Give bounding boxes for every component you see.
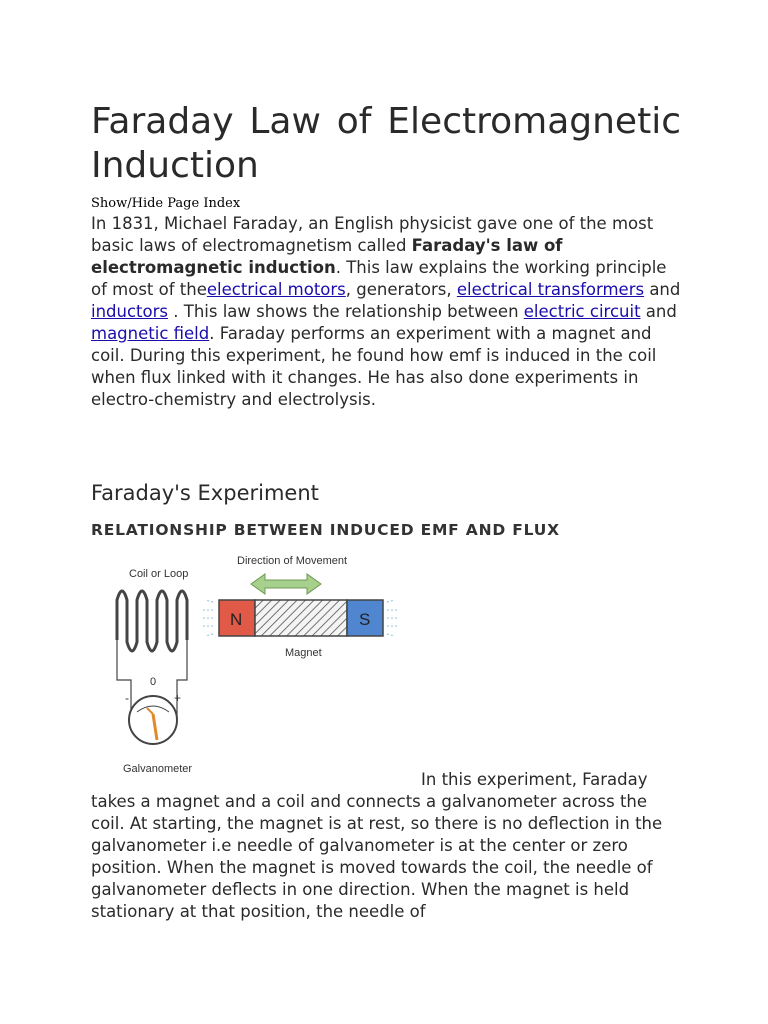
link-magnetic-field[interactable]: magnetic field — [91, 324, 210, 343]
magnet-label: Magnet — [285, 647, 322, 659]
page-index-toggle[interactable]: Show/Hide Page Index — [91, 196, 241, 211]
subheading: RELATIONSHIP BETWEEN INDUCED EMF AND FLUX — [91, 521, 560, 539]
double-arrow-icon — [251, 574, 321, 594]
title-word: of — [336, 101, 372, 142]
intro-paragraph — [91, 213, 681, 411]
circuit-wire — [117, 640, 131, 718]
link-inductors[interactable]: inductors — [91, 302, 168, 321]
movement-label: Direction of Movement — [237, 555, 348, 567]
intro-text: and — [644, 280, 681, 299]
intro-text: . This law explains the working principle of most of the — [91, 258, 667, 299]
body-paragraph — [91, 769, 681, 923]
experiment-diagram — [109, 550, 409, 780]
body-text: In this experiment, Faraday takes a magnet and a coil and connects a galvanometer across the coil. At starting, the magnet is at rest, so there is no deflection in the galvanometer i.e needle of galvanometer is at the center or zero position. When the magnet is moved towards the coil, the needle of galvanometer deflects in one direction. When the magnet is held stationary at that position, the needle of — [91, 770, 663, 921]
link-electrical-transformers[interactable]: electrical transformers — [456, 280, 645, 299]
intro-text: . This law shows the relationship between — [168, 302, 524, 321]
intro-text: , generators, — [345, 280, 457, 299]
north-pole-label: N — [230, 610, 243, 629]
intro-text: . Faraday performs an experiment with a magnet and coil. During this experiment, he found how emf is induced in the coil when flux linked with it changes. He has also done experiments in electro-chemistry and electrolysis. — [91, 324, 657, 409]
intro-bold: Faraday's law of electromagnetic induction — [91, 236, 563, 277]
coil-label: Coil or Loop — [129, 568, 189, 580]
galvanometer-plus: + — [174, 691, 182, 705]
intro-text: In 1831, Michael Faraday, an English physicist gave one of the most basic laws of electromagnetism called — [91, 214, 654, 255]
galvanometer-icon — [129, 696, 177, 744]
galvanometer-label: Galvanometer — [123, 763, 193, 775]
circuit-wire — [177, 640, 187, 718]
page-title — [91, 100, 681, 188]
title-word: Electromagnetic — [387, 101, 681, 142]
title-word: Law — [249, 101, 321, 142]
south-pole-label: S — [359, 610, 371, 629]
galvanometer-minus: - — [125, 691, 129, 705]
link-electric-circuit[interactable]: electric circuit — [523, 302, 641, 321]
title-word: Faraday — [91, 101, 234, 142]
title-word: Induction — [91, 145, 259, 186]
link-electrical-motors[interactable]: electrical motors — [206, 280, 346, 299]
galvanometer-zero: 0 — [150, 676, 157, 688]
intro-text: and — [640, 302, 677, 321]
coil-icon — [117, 591, 187, 651]
section-heading: Faraday's Experiment — [91, 481, 319, 505]
